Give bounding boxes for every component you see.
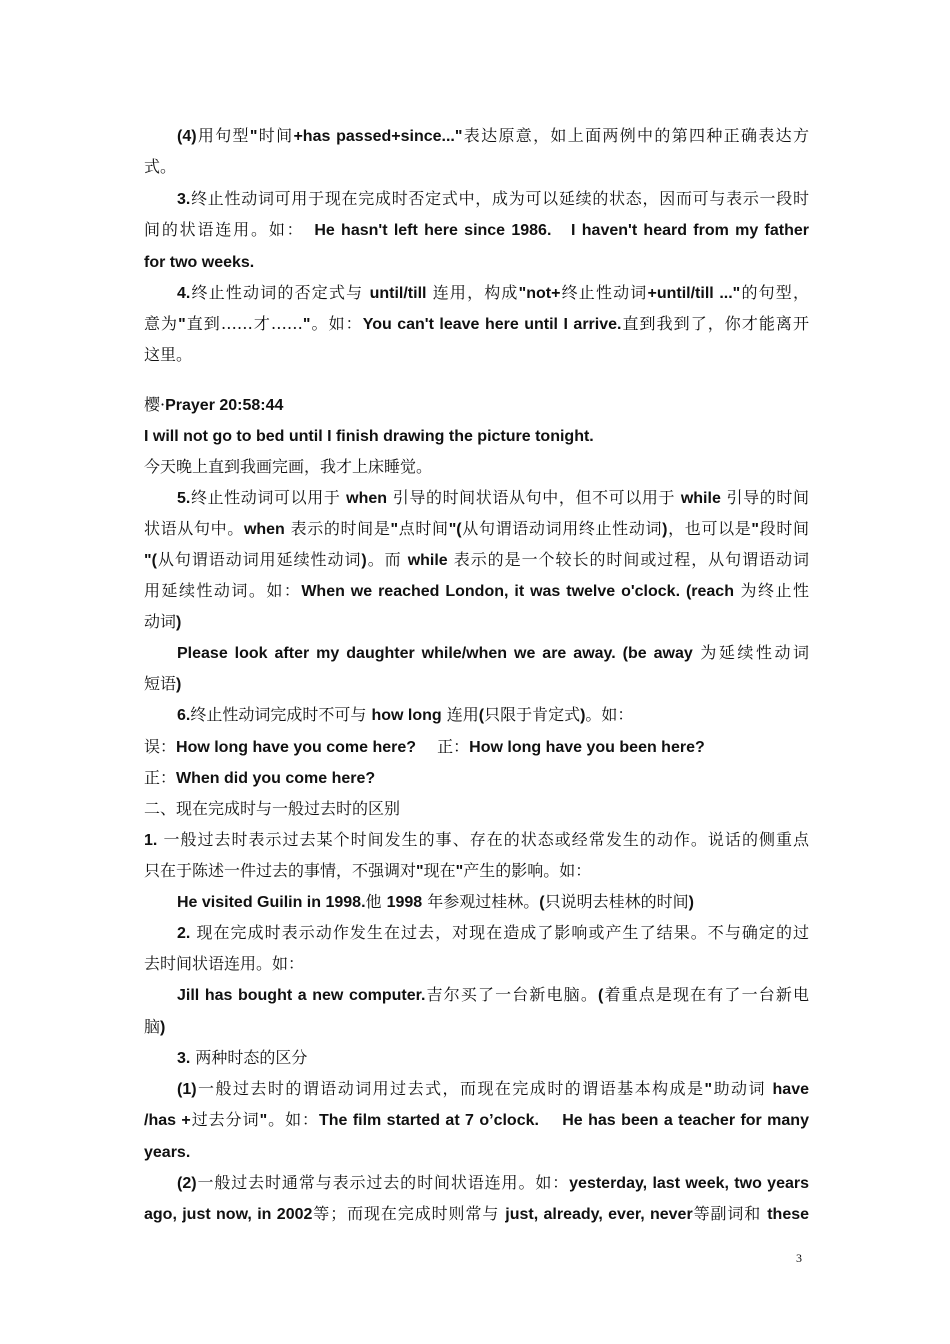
bold-run: 2. [177,925,191,942]
text-line [177,183,809,214]
bold-run: How long have you come here? [176,739,417,756]
text-line [144,544,809,575]
text-line [144,1011,809,1042]
text-run: 直到……才…… [185,314,303,333]
text-line [144,668,809,699]
bold-run: "( [144,552,157,569]
text-line [144,762,809,793]
bold-run: have [772,1081,809,1098]
text-run: 终止性动词可用于现在完成时否定式中，成为可以延续的状态，因而可与表示一段时 [190,189,809,208]
text-line [177,1167,809,1198]
bold-run: 3. [177,1050,191,1067]
page-number: 3 [796,1251,802,1265]
text-run: 短语 [144,674,177,693]
bold-run: (2) [177,1175,197,1192]
bold-run: The film started at 7 o’clock. He has been a teacher for many [318,1112,809,1129]
bold-run: ) [176,676,182,693]
bold-run: when [346,490,388,507]
text-line [144,246,809,277]
text-run: 现在 [423,861,456,880]
text-run: 。如： [267,1110,319,1129]
text-run: 正： [416,737,470,756]
text-run: 为终止性 [733,581,809,600]
text-run: 意为 [144,314,179,333]
text-run: 用句型 [196,126,250,145]
text-run: 年参观过桂林。 [422,892,540,911]
text-run: 樱· [144,395,166,414]
text-run: 表达原意，如上面两例中的第四种正确表达方 [462,126,809,145]
text-line [144,855,809,886]
text-run: 段时间 [759,519,809,538]
text-run: 误： [144,737,177,756]
bold-run: " [259,1112,268,1129]
bold-run: these [767,1206,810,1223]
text-line [144,513,809,544]
text-line [144,1198,809,1229]
text-line [177,917,809,948]
bold-run: He visited Guilin in 1998. [177,894,366,911]
text-line [177,482,809,513]
text-run: 。而 [366,550,408,569]
text-line [144,948,809,979]
text-run: 终止性动词的否定式与 [190,283,370,302]
bold-run: 5. [177,490,191,507]
bold-run: When did you come here? [176,770,376,787]
text-run: 式。 [144,157,177,176]
text-run: 去时间状语连用。如： [144,954,305,973]
bold-run: +has passed+since..." [293,128,463,145]
text-line [144,1136,809,1167]
text-run: 的句型， [740,283,809,302]
text-run: 直到我到了，你才能离开 [621,314,809,333]
text-line [144,731,809,762]
bold-run: " [704,1081,713,1098]
text-line [144,1104,809,1135]
bold-run: " [416,863,424,880]
bold-run: yesterday, last week, two years [569,1175,809,1192]
text-run: 终止性动词 [560,283,648,302]
bold-run: "not+ [518,285,561,302]
text-run: 只在于陈述一件过去的事情，不强调对 [144,861,417,880]
text-line [144,339,809,370]
text-line [177,1073,809,1104]
bold-run: how long [371,707,442,724]
bold-run: 1998 [386,894,423,911]
bold-run: " [178,316,186,333]
text-run: 正： [144,768,177,787]
text-run: 产生的影响。如： [463,861,592,880]
bold-run: when [243,521,285,538]
bold-run: " [302,316,311,333]
text-run: 一般过去时表示过去某个时间发生的事、存在的状态或经常发生的动作。说话的侧重点 [157,830,809,849]
text-run: 。如： [585,705,634,724]
bold-run: 1. [144,832,158,849]
bold-run: (4) [177,128,197,145]
bold-run: 4. [177,285,191,302]
text-run: 表示的是一个较长的时间或过程，从句谓语动词 [447,550,809,569]
bold-run: /has + [144,1112,191,1129]
bold-run: " [390,521,399,538]
bold-run: " [455,863,464,880]
text-run: 他 [365,892,387,911]
text-run: 只说明去桂林的时间 [544,892,689,911]
bold-run: ) [688,894,694,911]
text-run: 两种时态的区分 [190,1048,308,1067]
text-run: 只限于肯定式 [484,705,581,724]
text-run: 一般过去时的谓语动词用过去式，而现在完成时的谓语基本构成是 [196,1079,705,1098]
bold-run: +until/till ..." [647,285,741,302]
bold-run: ago, just now, in 2002 [144,1206,313,1223]
text-line [144,389,809,420]
text-line [144,214,809,245]
section-heading [144,793,809,824]
bold-run: ) [160,1019,166,1036]
text-run: 现在完成时表示动作发生在过去，对现在造成了影响或产生了结果。不与确定的过 [190,923,809,942]
bold-run: How long have you been here? [469,739,705,756]
text-line [177,120,809,151]
bold-run: " [249,128,258,145]
text-line [144,575,809,606]
bold-run: ) [580,707,586,724]
bold-run: "( [448,521,462,538]
bold-run: for two weeks. [144,254,255,271]
text-run: 间的状语连用。如： [144,220,315,239]
text-run: 点时间 [398,519,449,538]
text-run: 引导的时间 [720,488,809,507]
text-run: 终止性动词完成时不可与 [190,705,372,724]
text-run: 一般过去时通常与表示过去的时间状语连用。如： [196,1173,570,1192]
bold-run: He hasn't left here since 1986. I haven't heard from my father [314,222,809,239]
text-run: 过去分词 [190,1110,260,1129]
bold-run: Jill has bought a new computer. [177,987,426,1004]
text-line [144,151,809,182]
text-run: 二、现在完成时与一般过去时的区别 [144,799,401,818]
bold-run: years. [144,1144,191,1161]
text-line [177,979,809,1010]
text-run: 今天晚上直到我画完画，我才上床睡觉。 [144,457,433,476]
text-run: 从句谓语动词用终止性动词 [461,519,663,538]
text-line [144,606,809,637]
text-run: 着重点是现在有了一台新电 [603,985,809,1004]
bold-run: You can't leave here until I arrive. [362,316,622,333]
bold-run: while [680,490,721,507]
text-line [177,699,809,730]
bold-run: " [751,521,760,538]
bold-run: (1) [177,1081,197,1098]
text-run: 这里。 [144,345,193,364]
text-line [177,277,809,308]
bold-run: Prayer 20:58:44 [165,397,284,414]
text-line [144,451,809,482]
text-run: 吉尔买了一台新电脑。 [425,985,598,1004]
bold-run: while [407,552,448,569]
text-line [177,1042,809,1073]
text-run: 连用，构成 [426,283,519,302]
text-line [177,886,809,917]
bold-run: ( [597,987,604,1004]
bold-run: just, already, ever, never [505,1206,693,1223]
text-run: 助动词 [712,1079,773,1098]
bold-run: 6. [177,707,191,724]
bold-run: until/till [369,285,427,302]
bold-run: When we reached London, it was twelve o'clock. (reach [301,583,734,600]
text-run: 等副词和 [692,1204,768,1223]
text-run: ，也可以是 [667,519,752,538]
bold-run: ) [662,521,668,538]
text-line [144,824,809,855]
text-run: 等；而现在完成时则常与 [312,1204,506,1223]
text-run: 。如： [310,314,363,333]
bold-run: ( [478,707,485,724]
text-run: 连用 [441,705,479,724]
text-line [144,308,809,339]
bold-run: 3. [177,191,191,208]
text-run: 终止性动词可以用于 [190,488,347,507]
text-run: 用延续性动词。如： [144,581,302,600]
text-run: 引导的时间状语从句中，但不可以用于 [387,488,681,507]
text-run: 脑 [144,1017,161,1036]
bold-run: ( [539,894,545,911]
bold-run: ) [176,614,182,631]
text-run: 表示的时间是 [284,519,391,538]
bold-run: Please look after my daughter while/when we are away. (be away [177,645,693,662]
text-run: 为延续性动词 [692,643,809,662]
text-line [177,637,809,668]
text-run: 从句谓语动词用延续性动词 [156,550,362,569]
text-run: 动词 [144,612,177,631]
bold-run: ) [361,552,367,569]
text-line [144,420,809,451]
text-run: 时间 [257,126,294,145]
bold-run: I will not go to bed until I finish drawing the picture tonight. [144,428,594,445]
text-run: 状语从句中。 [144,519,244,538]
